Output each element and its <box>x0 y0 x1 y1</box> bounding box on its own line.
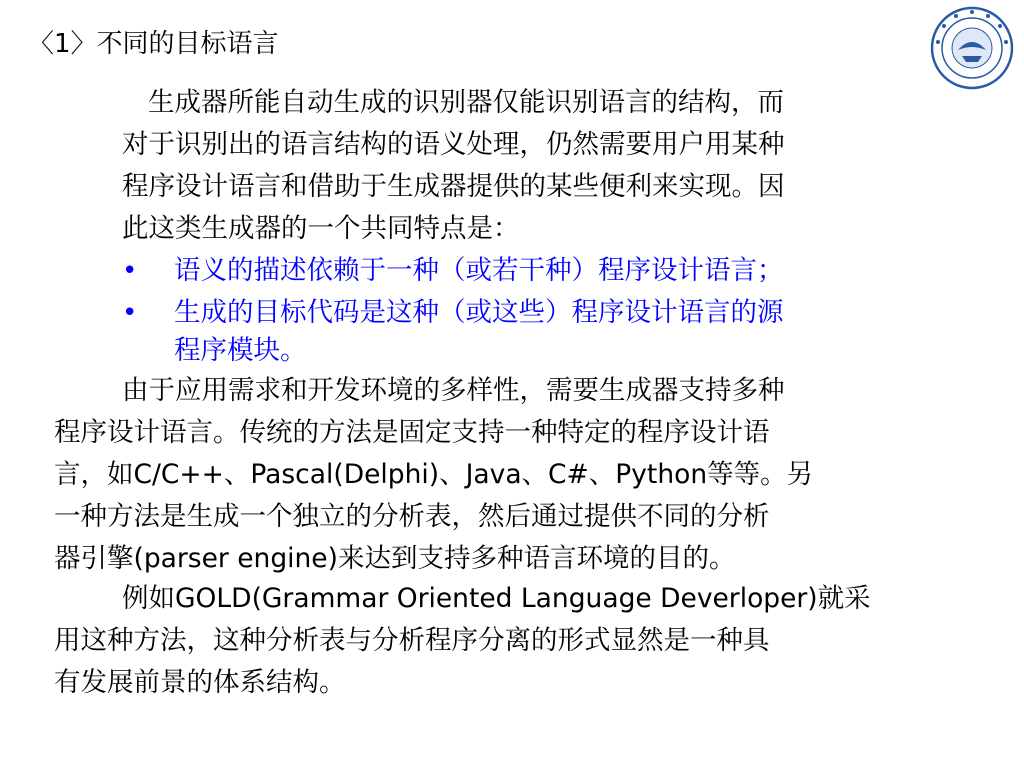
bullet-2-text-line-1: 生成的目标代码是这种（或这些）程序设计语言的源 <box>174 297 784 328</box>
para2-line-4: 一种方法是生成一个独立的分析表，然后通过提供不同的分析 <box>54 501 770 532</box>
slide-heading: 〈1〉不同的目标语言 <box>28 29 279 59</box>
para2-line-5: 器引擎(parser engine)来达到支持多种语言环境的目的。 <box>54 543 736 574</box>
para1-line-1: 生成器所能自动生成的识别器仅能识别语言的结构，而 <box>148 87 784 118</box>
para3-line-2: 用这种方法，这种分析表与分析程序分离的形式显然是一种具 <box>54 625 770 656</box>
para3-line-3: 有发展前景的体系结构。 <box>54 667 346 698</box>
para2-line-2: 程序设计语言。传统的方法是固定支持一种特定的程序设计语 <box>54 417 770 448</box>
para1-line-2: 对于识别出的语言结构的语义处理，仍然需要用户用某种 <box>122 129 785 160</box>
bullet-marker: • <box>122 256 138 286</box>
bullet-marker: • <box>122 298 138 328</box>
bullet-1-text: 语义的描述依赖于一种（或若干种）程序设计语言； <box>174 255 784 286</box>
para3-line-1: 例如GOLD(Grammar Oriented Language Deverloper)就采 <box>122 583 871 614</box>
para1-line-4: 此这类生成器的一个共同特点是： <box>122 213 520 244</box>
para2-line-1: 由于应用需求和开发环境的多样性，需要生成器支持多种 <box>122 375 785 406</box>
bullet-2-text-line-2: 程序模块。 <box>174 335 307 366</box>
para2-line-3: 言，如C/C++、Pascal(Delphi)、Java、C#、Python等等。另 <box>54 459 814 490</box>
university-seal-icon <box>930 6 1014 90</box>
para1-line-3: 程序设计语言和借助于生成器提供的某些便利来实现。因 <box>122 171 785 202</box>
